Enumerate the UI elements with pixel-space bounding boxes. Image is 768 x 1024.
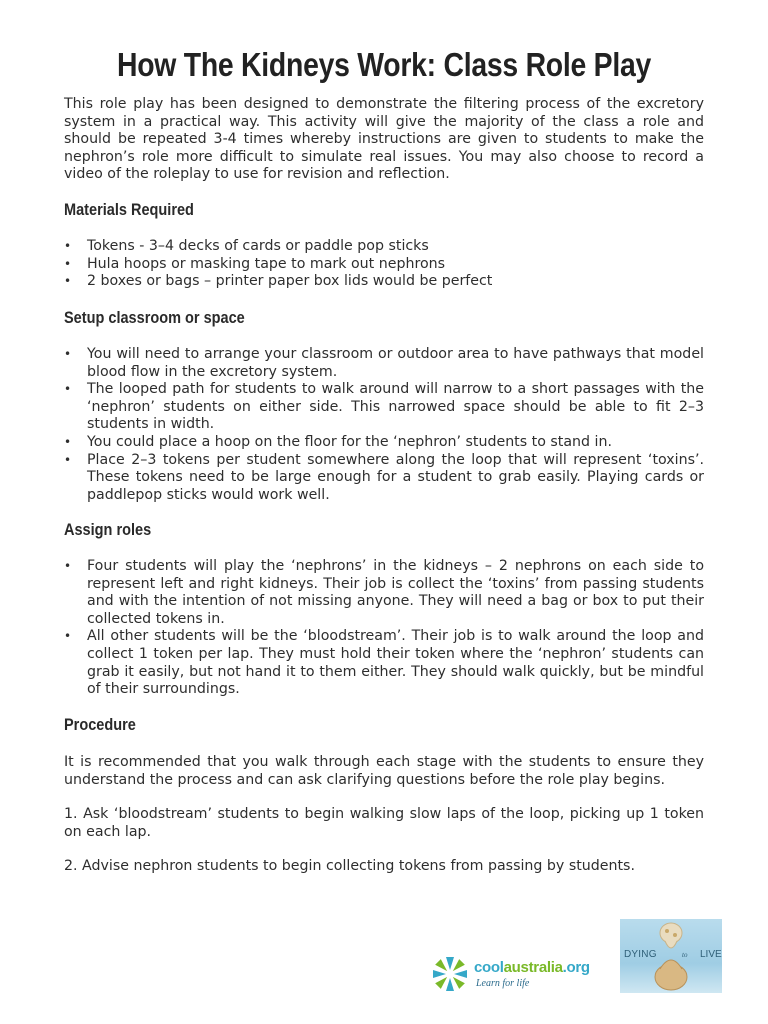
- list-item: • Place 2–3 tokens per student somewhere along the loop that will represent ‘toxins’. These tokens need to be large enough for a student to grab easily. Playing cards or paddlepop sticks would work well.: [64, 452, 704, 505]
- roles-heading: Assign roles: [64, 521, 152, 539]
- procedure-step-1: 1. Ask ‘bloodstream’ students to begin walking slow laps of the loop, picking up 1 token on each lap.: [64, 806, 704, 840]
- dying-word: DYING: [624, 949, 657, 960]
- procedure-intro: It is recommended that you walk through each stage with the students to ensure they understand the process and can ask clarifying questions before the role play begins.: [64, 754, 704, 788]
- setup-heading: Setup classroom or space: [64, 309, 245, 327]
- materials-list: [64, 238, 704, 291]
- procedure-step-2: 2. Advise nephron students to begin collecting tokens from passing by students.: [64, 858, 635, 874]
- live-word: LIVE: [700, 949, 722, 960]
- list-item: • You will need to arrange your classroom or outdoor area to have pathways that model blood flow in the excretory system.: [64, 346, 704, 381]
- procedure-heading: Procedure: [64, 716, 136, 734]
- list-item: • The looped path for students to walk around will narrow to a short passages with the ‘nephron’ students on either side. This narrowed space should be able to fit 2–3 students in width.: [64, 381, 704, 434]
- coolaustralia-mark-icon: [430, 954, 470, 994]
- list-item: • 2 boxes or bags – printer paper box lids would be perfect: [64, 273, 704, 291]
- intro-paragraph: This role play has been designed to demonstrate the filtering process of the excretory system in a practical way. This activity will give the majority of the class a role and should be repeated 3-4 times whereby instructions are given to students to make the nephron’s role more difficult to simulate real issues. You may also choose to record a video of the roleplay to use for revision and reflection.: [64, 96, 704, 183]
- page-title: How The Kidneys Work: Class Role Play: [116, 46, 652, 83]
- coolaustralia-tagline: Learn for life: [476, 978, 530, 989]
- list-item: • Four students will play the ‘nephrons’ in the kidneys – 2 nephrons on each side to represent left and right kidneys. Their job is collect the ‘toxins’ from passing students and with the intention of not missing anyone. They will need a bag or box to put their collected tokens in.: [64, 558, 704, 628]
- materials-heading: Materials Required: [64, 201, 194, 219]
- to-word: to: [682, 951, 688, 959]
- roles-list: [64, 558, 704, 699]
- dying-to-live-logo: [620, 919, 722, 993]
- setup-list: [64, 346, 704, 504]
- list-item: • Hula hoops or masking tape to mark out nephrons: [64, 256, 704, 274]
- coolaustralia-wordmark: coolaustralia.org: [474, 959, 590, 976]
- list-item: • You could place a hoop on the floor for the ‘nephron’ students to stand in.: [64, 434, 704, 452]
- list-item: • All other students will be the ‘bloodstream’. Their job is to walk around the loop and collect 1 token per lap. They must hold their token where the ‘nephron’ students can grab it easily, but not hand it to them either. They should walk quickly, but be mindful of their surroundings.: [64, 628, 704, 698]
- coolaustralia-logo: [430, 954, 610, 994]
- list-item: • Tokens - 3–4 decks of cards or paddle pop sticks: [64, 238, 704, 256]
